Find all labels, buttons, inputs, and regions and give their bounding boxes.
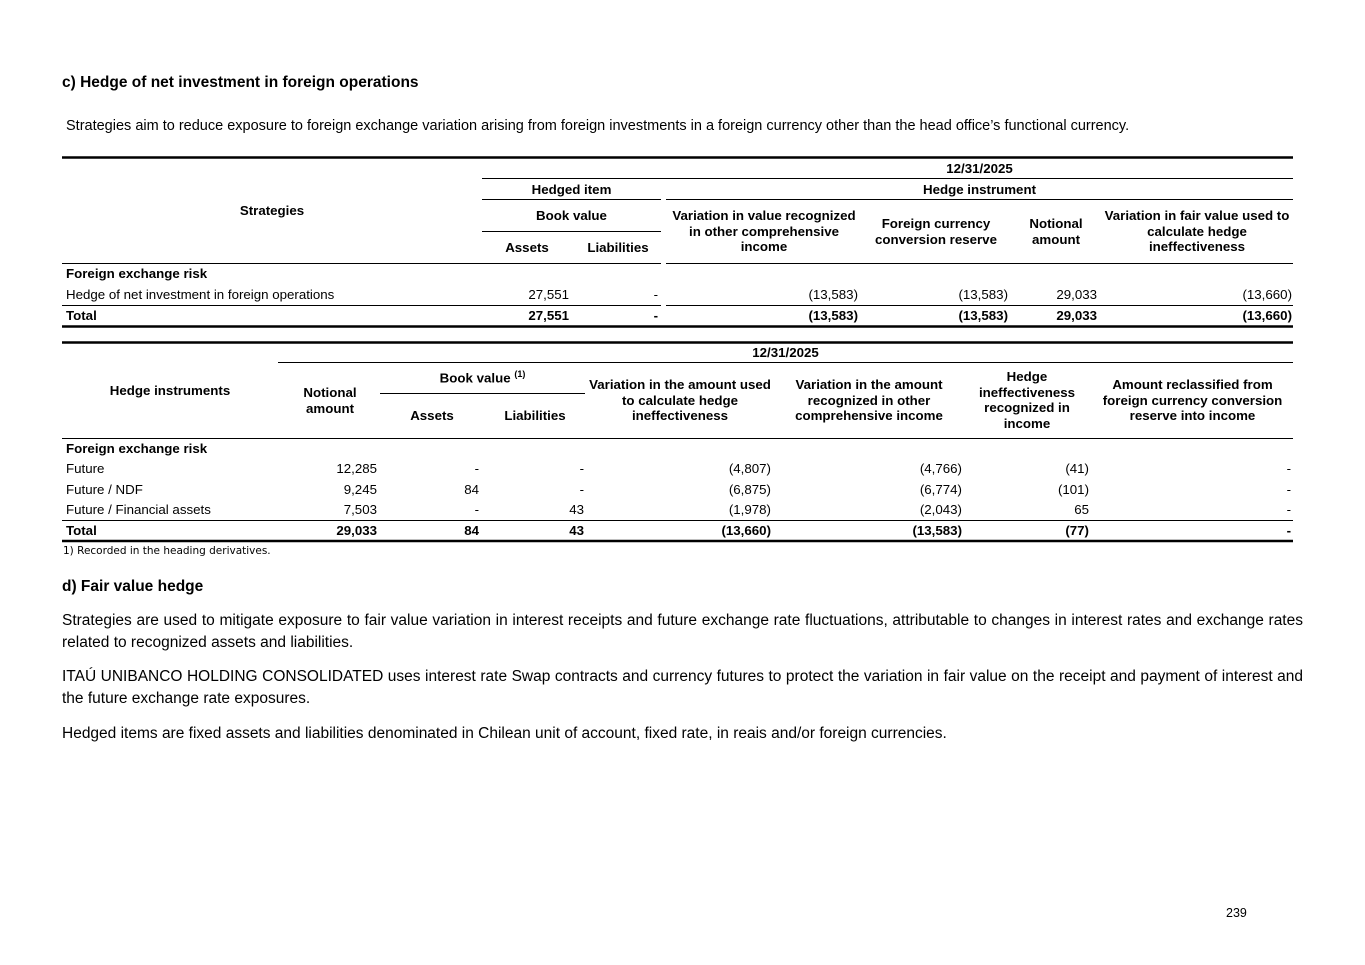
row-label: Future / Financial assets <box>66 502 211 517</box>
row-fccr: (13,583) <box>958 287 1008 302</box>
table1-col-strategies: Strategies <box>239 203 305 218</box>
row-var-oci: (2,043) <box>919 502 962 517</box>
table2-liabilities: Liabilities <box>504 408 566 423</box>
total-notional: 29,033 <box>1056 308 1097 323</box>
total-liabilities: - <box>653 308 658 323</box>
row-assets: - <box>474 502 479 517</box>
row-assets: 27,551 <box>528 287 569 302</box>
row-liabilities: - <box>653 287 658 302</box>
row-var-fv: (13,660) <box>1242 287 1292 302</box>
row-assets: 84 <box>464 482 479 497</box>
table1-book-value: Book value <box>536 208 607 223</box>
total-label: Total <box>66 523 97 538</box>
table2-reclass: Amount reclassified from foreign currency conversion reserve into income <box>1102 377 1283 423</box>
table1-hedge-instrument: Hedge instrument <box>922 182 1037 197</box>
table1-var-oci: Variation in value recognized in other comprehensive income <box>672 208 856 254</box>
row-ineff: (41) <box>1065 461 1089 476</box>
table2-assets: Assets <box>410 408 454 423</box>
table2-footnote: 1) Recorded in the heading derivatives. <box>63 545 271 557</box>
row-var-ineff: (6,875) <box>728 482 771 497</box>
row-liabilities: - <box>579 461 584 476</box>
row-label: Hedge of net investment in foreign operations <box>66 287 335 302</box>
row-liabilities: 43 <box>569 502 584 517</box>
section-d-paragraph-3: Hedged items are fixed assets and liabilities denominated in Chilean unit of account, fixed rate, in reais and/or foreign currencies. <box>62 725 947 742</box>
table2-var-ineff: Variation in the amount used to calculate hedge ineffectiveness <box>589 377 771 423</box>
table1-notional: Notional amount <box>1029 216 1083 247</box>
table1-group: Foreign exchange risk <box>66 266 208 281</box>
table2-col-instruments: Hedge instruments <box>109 383 231 398</box>
row-reclass: - <box>1286 502 1291 517</box>
row-assets: - <box>474 461 479 476</box>
total-notional: 29,033 <box>336 523 377 538</box>
table2-notional: Notional amount <box>303 385 357 416</box>
table2-book-value <box>380 369 585 385</box>
total-var-oci: (13,583) <box>912 523 962 538</box>
table1-fccr: Foreign currency conversion reserve <box>875 216 997 247</box>
table1-liabilities: Liabilities <box>587 240 649 255</box>
table2-date: 12/31/2025 <box>752 345 819 360</box>
section-c-heading: c) Hedge of net investment in foreign operations <box>62 74 419 91</box>
row-ineff: (101) <box>1057 482 1089 497</box>
total-reclass: - <box>1286 523 1291 538</box>
section-c-intro: Strategies aim to reduce exposure to foreign exchange variation arising from foreign investments in a foreign currency other than the head office’s functional currency. <box>66 118 1130 134</box>
section-d-heading: d) Fair value hedge <box>62 578 204 595</box>
row-var-ineff: (4,807) <box>728 461 771 476</box>
row-notional: 9,245 <box>343 482 377 497</box>
row-var-oci: (4,766) <box>919 461 962 476</box>
table2-group: Foreign exchange risk <box>66 441 208 456</box>
page-number: 239 <box>1226 906 1247 920</box>
total-ineff: (77) <box>1065 523 1089 538</box>
row-liabilities: - <box>579 482 584 497</box>
total-assets: 27,551 <box>528 308 569 323</box>
total-var-oci: (13,583) <box>808 308 858 323</box>
table2-var-oci: Variation in the amount recognized in other comprehensive income <box>795 377 943 423</box>
section-d-paragraph-2: ITAÚ UNIBANCO HOLDING CONSOLIDATED uses interest rate Swap contracts and currency futures to protect the variation in fair value on the receipt and payment of interest and the future exchange rate exposures. <box>62 668 1303 707</box>
row-reclass: - <box>1286 482 1291 497</box>
row-notional: 7,503 <box>343 502 377 517</box>
table1-assets: Assets <box>505 240 549 255</box>
row-var-ineff: (1,978) <box>728 502 771 517</box>
row-ineff: 65 <box>1074 502 1089 517</box>
table1-hedged-item: Hedged item <box>531 182 612 197</box>
row-notional: 29,033 <box>1056 287 1097 302</box>
book-value-label: Book value <box>439 370 511 386</box>
row-reclass: - <box>1286 461 1291 476</box>
row-var-oci: (13,583) <box>808 287 858 302</box>
row-label: Future <box>66 461 105 476</box>
row-notional: 12,285 <box>336 461 377 476</box>
total-label: Total <box>66 308 97 323</box>
total-fccr: (13,583) <box>958 308 1008 323</box>
row-var-oci: (6,774) <box>919 482 962 497</box>
total-liabilities: 43 <box>569 523 584 538</box>
row-label: Future / NDF <box>66 482 143 497</box>
book-value-note: (1) <box>514 369 526 379</box>
total-var-fv: (13,660) <box>1242 308 1292 323</box>
total-var-ineff: (13,660) <box>721 523 771 538</box>
table1-var-fv: Variation in fair value used to calculate hedge ineffectiveness <box>1104 208 1290 254</box>
table1-date: 12/31/2025 <box>946 161 1013 176</box>
section-d-paragraph-1: Strategies are used to mitigate exposure to fair value variation in interest receipts and future exchange rate fluctuations, attributable to changes in interest rates and exchange rates related to recognized assets and liabilities. <box>62 612 1303 651</box>
table2-ineff-income: Hedge ineffectiveness recognized in income <box>978 369 1076 431</box>
total-assets: 84 <box>464 523 479 538</box>
